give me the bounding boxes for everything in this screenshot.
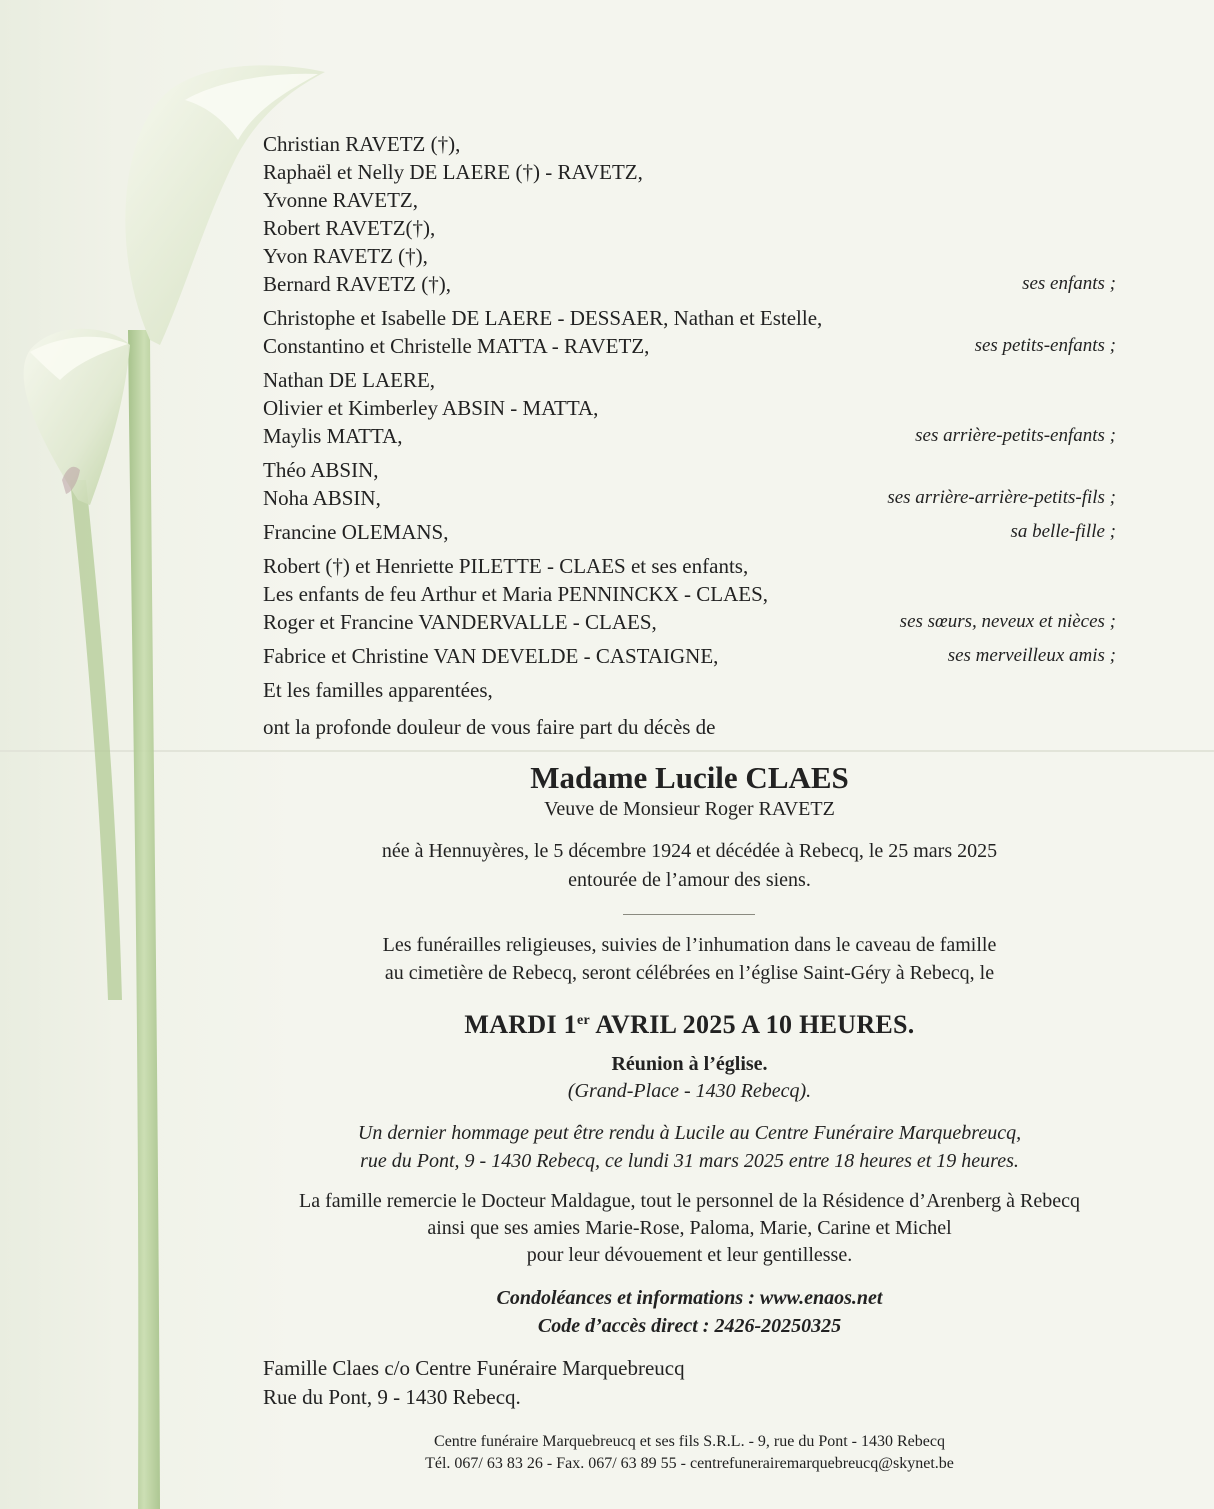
family-row	[263, 608, 1116, 636]
family-row	[263, 518, 1116, 546]
footer-line-2: Tél. 067/ 63 83 26 - Fax. 067/ 63 89 55 - centrefunerairemarquebreucq@skynet.be	[425, 1455, 954, 1472]
funeral-date-sup: er	[576, 1013, 590, 1028]
family-names: Théo ABSIN,	[263, 458, 379, 482]
family-names: Robert RAVETZ(†),	[263, 216, 436, 240]
family-names: Francine OLEMANS,	[263, 520, 449, 544]
thanks-line-1: La famille remercie le Docteur Maldague, tout le personnel de la Résidence d’Arenberg à Rebecq	[299, 1190, 1080, 1212]
family-row	[263, 270, 1116, 298]
address-line-1: Famille Claes c/o Centre Funéraire Marquebreucq	[263, 1356, 685, 1380]
funeral-line-1: Les funérailles religieuses, suivies de l’inhumation dans le caveau de famille	[382, 934, 997, 956]
funeral-date-rest: AVRIL 2025 A 10 HEURES.	[590, 1010, 915, 1039]
birth-death-line: née à Hennuyères, le 5 décembre 1924 et décédée à Rebecq, le 25 mars 2025	[381, 840, 998, 862]
deceased-subtitle: Veuve de Monsieur Roger RAVETZ	[544, 798, 835, 820]
family-row	[263, 186, 1116, 214]
family-row	[263, 552, 1116, 580]
family-names: Yvon RAVETZ (†),	[263, 244, 428, 268]
family-row	[263, 676, 1116, 704]
relation-label: ses arrière-petits-enfants ;	[915, 425, 1116, 446]
condolences-line: Condoléances et informations : www.enaos.net	[496, 1287, 883, 1309]
funeral-date-day: MARDI 1	[464, 1010, 577, 1039]
family-row	[263, 642, 1116, 670]
access-code-line: Code d’accès direct : 2426-20250325	[537, 1315, 842, 1337]
relation-label: ses merveilleux amis ;	[947, 645, 1116, 666]
family-row	[263, 422, 1116, 450]
family-names: Noha ABSIN,	[263, 486, 381, 510]
family-names: Maylis MATTA,	[263, 424, 403, 448]
funeral-date	[263, 1005, 1116, 1041]
relation-label: sa belle-fille ;	[1010, 521, 1116, 542]
thanks-line-3: pour leur dévouement et leur gentillesse.	[526, 1244, 853, 1266]
relation-label: ses enfants ;	[1022, 273, 1116, 294]
family-names: Roger et Francine VANDERVALLE - CLAES,	[263, 610, 657, 634]
family-names: Bernard RAVETZ (†),	[263, 272, 451, 296]
family-row	[263, 158, 1116, 186]
relation-label: ses petits-enfants ;	[974, 335, 1116, 356]
family-row	[263, 484, 1116, 512]
homage-line-2: rue du Pont, 9 - 1430 Rebecq, ce lundi 31 mars 2025 entre 18 heures et 19 heures.	[360, 1150, 1019, 1172]
family-row	[263, 580, 1116, 608]
meeting-text: Réunion à l’église.	[611, 1053, 768, 1075]
family-row	[263, 332, 1116, 360]
relation-label: ses arrière-arrière-petits-fils ;	[887, 487, 1116, 508]
homage-line-1: Un dernier hommage peut être rendu à Lucile au Centre Funéraire Marquebreucq,	[357, 1122, 1022, 1144]
footer-line-1: Centre funéraire Marquebreucq et ses fils S.R.L. - 9, rue du Pont - 1430 Rebecq	[434, 1433, 945, 1450]
family-names: Yvonne RAVETZ,	[263, 188, 418, 212]
relation-label: ses sœurs, neveux et nièces ;	[899, 611, 1116, 632]
family-names: Constantino et Christelle MATTA - RAVETZ,	[263, 334, 650, 358]
surrounded-line: entourée de l’amour des siens.	[568, 869, 811, 891]
family-names: Christian RAVETZ (†),	[263, 132, 461, 156]
divider	[623, 914, 755, 915]
thanks-line-2: ainsi que ses amies Marie-Rose, Paloma, Marie, Carine et Michel	[427, 1217, 952, 1239]
family-row	[263, 130, 1116, 158]
address-line-2: Rue du Pont, 9 - 1430 Rebecq.	[263, 1385, 521, 1409]
family-names: Les enfants de feu Arthur et Maria PENNINCKX - CLAES,	[263, 582, 769, 606]
family-row	[263, 214, 1116, 242]
family-list	[263, 130, 1116, 704]
family-names: Robert (†) et Henriette PILETTE - CLAES et ses enfants,	[263, 554, 749, 578]
family-names: Nathan DE LAERE,	[263, 368, 436, 392]
family-row	[263, 304, 1116, 332]
announcement-text: ont la profonde douleur de vous faire part du décès de	[263, 715, 716, 739]
family-row	[263, 242, 1116, 270]
family-names: Olivier et Kimberley ABSIN - MATTA,	[263, 396, 599, 420]
family-names: Christophe et Isabelle DE LAERE - DESSAER, Nathan et Estelle,	[263, 306, 823, 330]
family-names: Fabrice et Christine VAN DEVELDE - CASTAIGNE,	[263, 644, 719, 668]
family-names: Raphaël et Nelly DE LAERE (†) - RAVETZ,	[263, 160, 643, 184]
deceased-name: Madame Lucile CLAES	[530, 760, 849, 795]
funeral-line-2: au cimetière de Rebecq, seront célébrées en l’église Saint-Géry à Rebecq, le	[384, 962, 995, 984]
family-row	[263, 366, 1116, 394]
meeting-place: (Grand-Place - 1430 Rebecq).	[567, 1080, 812, 1102]
family-row	[263, 394, 1116, 422]
family-names: Et les familles apparentées,	[263, 678, 493, 702]
family-row	[263, 456, 1116, 484]
